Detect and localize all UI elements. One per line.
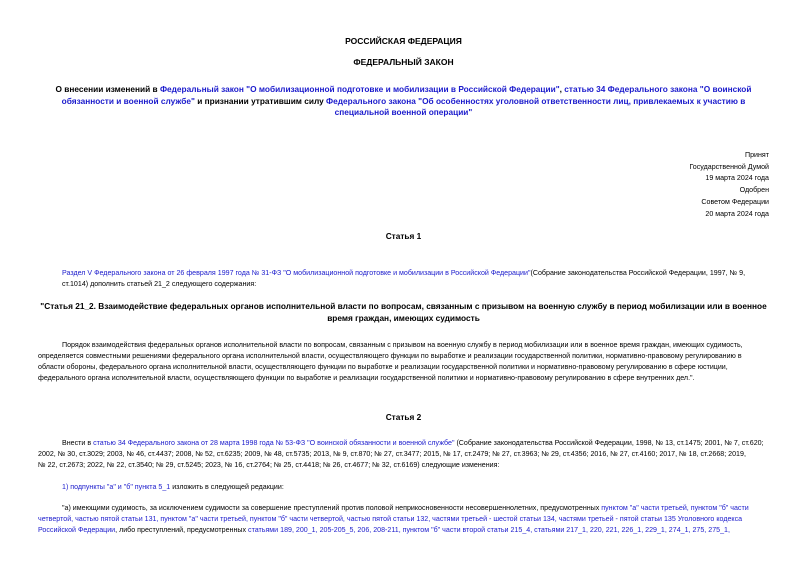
adopted-date: 19 марта 2024 года (705, 174, 769, 183)
sub-a-text-1: "а) имеющими судимость, за исключением судимости за совершение преступлений против половой неприкосновенности несовершеннолетних, предусмотренных (62, 504, 602, 512)
title-text-3: и признании утратившим силу (194, 95, 327, 106)
title-text-1: О внесении изменений в (55, 84, 160, 94)
article-2-intro-rest: (Собрание законодательства Российской Федерации, 1998, № 13, ст.1475; 2001, № 7, ст.620; (454, 439, 764, 447)
sub-a-link-2[interactable]: четвертой, частью пятой статьи 131, пунктом "а" части третьей, пунктом "б" части четвертой, частью пятой статьи 132, частями третьей - шестой статьи 134, частями третьей - пятой статьи 135 Уголовного кодекса (38, 515, 743, 523)
article-2-intro-line-3: № 22, ст.2673; 2022, № 22, ст.3540; № 29, ст.5245; 2023, № 16, ст.2764; № 25, ст.4418; № 26, ст.4677; № 32, ст.6169) следующие изменения: (38, 461, 500, 469)
sub-a-link-3[interactable]: Российской Федерации (38, 526, 116, 534)
item-1-text: изложить в следующей редакции: (170, 483, 284, 491)
title-link-article-34[interactable]: статью 34 Федерального закона "О воинской обязанности и военной службе" (61, 84, 752, 106)
article-2-intro-line-2: 2002, № 30, ст.3029; 2003, № 46, ст.4437; 2008, № 52, ст.6235; 2009, № 48, ст.5735; 2013, № 9, ст.870; № 27, ст.3477; 2015, № 17, ст.2479; № 27, ст.3963; № 29, ст.4356; 2016, № 27, ст.4160; 2017, № 18, ст.2668; 2019, (38, 450, 746, 458)
article-1-heading: Статья 1 (385, 231, 422, 241)
body-line: Порядок взаимодействия федеральных органов исполнительной власти по вопросам, связанным с призывом на военную службу в период мобилизации или в военное время граждан, имеющих судимость, (62, 341, 743, 349)
adopted-by: Государственной Думой (689, 162, 769, 171)
article-2-intro-link[interactable]: статью 34 Федерального закона от 28 марта 1998 года № 53-ФЗ "О воинской обязанности и военной службе" (93, 439, 455, 447)
article-2-item-1 (62, 482, 772, 493)
adoption-block (689, 150, 769, 220)
body-line: области обороны, федерального органа исполнительной власти, осуществляющего функции по выработке и реализации государственной политики и нормативно-правовому регулированию в сфере юстиции, (38, 363, 728, 371)
sub-item-a-line-3 (38, 525, 773, 536)
approved-date: 20 марта 2024 года (705, 209, 769, 218)
approved-label: Одобрен (739, 186, 769, 195)
body-line: определяется совместными решениями федерального органа исполнительной власти, осуществляющего функции по выработке и реализации государственной политики, нормативно-правовому регулированию в (38, 352, 742, 360)
article-2-heading: Статья 2 (385, 412, 422, 422)
item-1-link[interactable]: 1) подпункты "а" и "б" пункта 5_1 (62, 483, 171, 491)
approved-by: Советом Федерации (701, 197, 769, 206)
article-2-intro (38, 438, 773, 471)
title-link-mobilization-law[interactable]: Федеральный закон "О мобилизационной подготовке и мобилизации в Российской Федерации" (159, 84, 560, 94)
article-1-intro (62, 268, 772, 290)
sub-a-link-1[interactable]: пунктом "а" части третьей, пунктом "б" части (601, 504, 749, 512)
law-type-heading: ФЕДЕРАЛЬНЫЙ ЗАКОН (353, 57, 454, 67)
new-article-title: "Статья 21_2. Взаимодействие федеральных органов исполнительной власти по вопросам, связанным с призывом на военную службу в период мобилизации или в военное время граждан, имеющих судимость (40, 301, 767, 323)
sub-item-a (38, 503, 773, 536)
body-line: федерального органа исполнительной власти, осуществляющего функции по выработке и реализации государственной политики и нормативно-правовому регулированию в сфере внутренних дел.". (38, 374, 695, 382)
article-1-intro-link[interactable]: Раздел V Федерального закона от 26 февраля 1997 года № 31-ФЗ "О мобилизационной подготовке и мобилизации в Российской Федерации" (62, 269, 531, 277)
article-2-intro-line (38, 438, 773, 449)
adopted-label: Принят (744, 151, 769, 159)
sub-a-link-4[interactable]: статьями 189, 200_1, 205-205_5, 206, 208-211, пунктом "б" части второй статьи 215_4, статьями 217_1, 220, 221, 226_1, 229_1, 274_1, 275, 275_1, (248, 526, 730, 534)
article-1-intro-text: (Собрание законодательства Российской Федерации, 1997, № 9, ст.1014) дополнить статьей 21_2 следующего содержания: (62, 269, 746, 288)
sub-item-a-line-2 (38, 514, 773, 525)
country-heading: РОССИЙСКАЯ ФЕДЕРАЦИЯ (345, 36, 462, 46)
article-2-intro-pre: Внести в (62, 439, 94, 447)
title-text-2: , (559, 84, 565, 94)
article-1-body (38, 340, 773, 384)
law-title (40, 84, 767, 119)
sub-item-a-line-1 (38, 503, 773, 514)
title-link-criminal-liability-law[interactable]: Федерального закона "Об особенностях уголовной ответственности лиц, привлекаемых к участию в специальной военной операции" (326, 95, 746, 117)
sub-a-text-2: , либо преступлений, предусмотренных (115, 526, 249, 534)
